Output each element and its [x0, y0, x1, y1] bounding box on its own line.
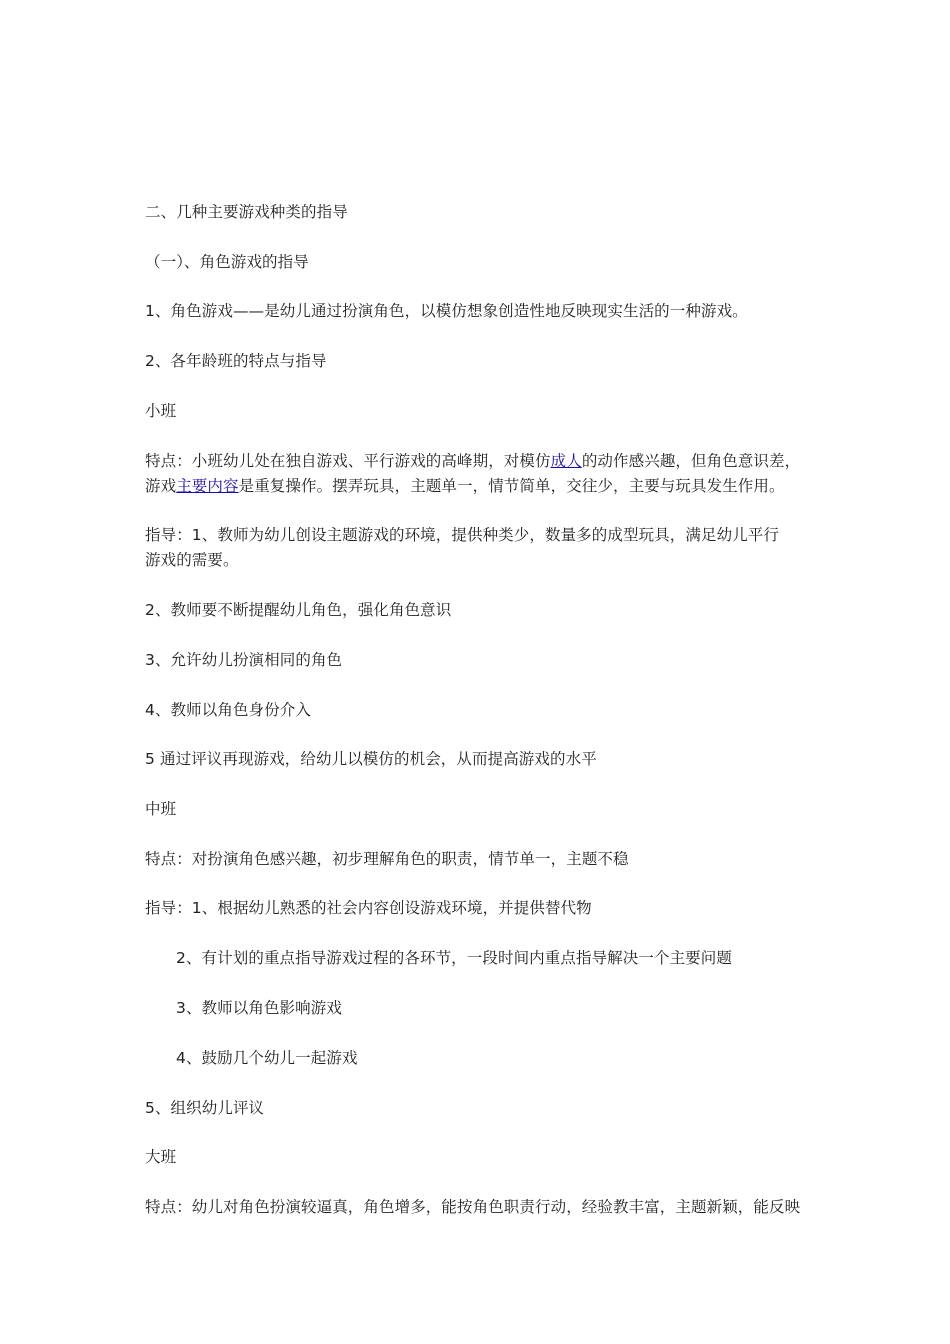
- feature-text: 的动作感兴趣，但角色意识差，: [581, 452, 801, 470]
- age-heading: 2、各年龄班的特点与指导: [145, 352, 327, 370]
- middle-class-guide-3: 3、教师以角色影响游戏: [176, 999, 342, 1017]
- section-title: （一）、角色游戏的指导: [145, 253, 309, 271]
- heading: 二、几种主要游戏种类的指导: [145, 203, 348, 221]
- middle-class-feature: 特点：对扮演角色感兴趣，初步理解角色的职责，情节单一，主题不稳: [145, 850, 629, 868]
- middle-class-guide-2: 2、有计划的重点指导游戏过程的各环节，一段时间内重点指导解决一个主要问题: [176, 949, 732, 967]
- small-class-guide-2: 2、教师要不断提醒幼儿角色，强化角色意识: [145, 601, 452, 619]
- feature-text: 特点：小班幼儿处在独自游戏、平行游戏的高峰期，对模仿: [145, 452, 551, 470]
- large-class-title: 大班: [145, 1148, 177, 1166]
- middle-class-guide-1: 指导：1、根据幼儿熟悉的社会内容创设游戏环境，并提供替代物: [145, 899, 592, 917]
- link-adult[interactable]: 成人: [550, 452, 582, 470]
- definition-paragraph: 1、角色游戏——是幼儿通过扮演角色，以模仿想象创造性地反映现实生活的一种游戏。: [145, 302, 748, 320]
- link-main-content[interactable]: 主要内容: [176, 477, 239, 495]
- small-class-title: 小班: [145, 402, 177, 420]
- small-class-feature-line1: [145, 449, 800, 473]
- small-class-feature-line2: [145, 474, 785, 498]
- small-class-guide-4: 4、教师以角色身份介入: [145, 701, 311, 719]
- small-class-guide-5: 5 通过评议再现游戏，给幼儿以模仿的机会，从而提高游戏的水平: [145, 750, 597, 768]
- small-class-guide-3: 3、允许幼儿扮演相同的角色: [145, 651, 343, 669]
- middle-class-guide-4: 4、鼓励几个幼儿一起游戏: [176, 1049, 358, 1067]
- middle-class-guide-5: 5、组织幼儿评议: [145, 1099, 265, 1117]
- feature-text: 游戏: [145, 477, 177, 495]
- small-class-guide-line1: 指导：1、教师为幼儿创设主题游戏的环境，提供种类少，数量多的成型玩具，满足幼儿平行: [145, 526, 779, 544]
- middle-class-title: 中班: [145, 800, 177, 818]
- feature-text: 是重复操作。摆弄玩具，主题单一，情节简单，交往少，主要与玩具发生作用。: [238, 477, 785, 495]
- small-class-guide-line2: 游戏的需要。: [145, 551, 239, 569]
- large-class-feature: 特点：幼儿对角色扮演较逼真，角色增多，能按角色职责行动，经验教丰富，主题新颖，能反映: [145, 1198, 801, 1216]
